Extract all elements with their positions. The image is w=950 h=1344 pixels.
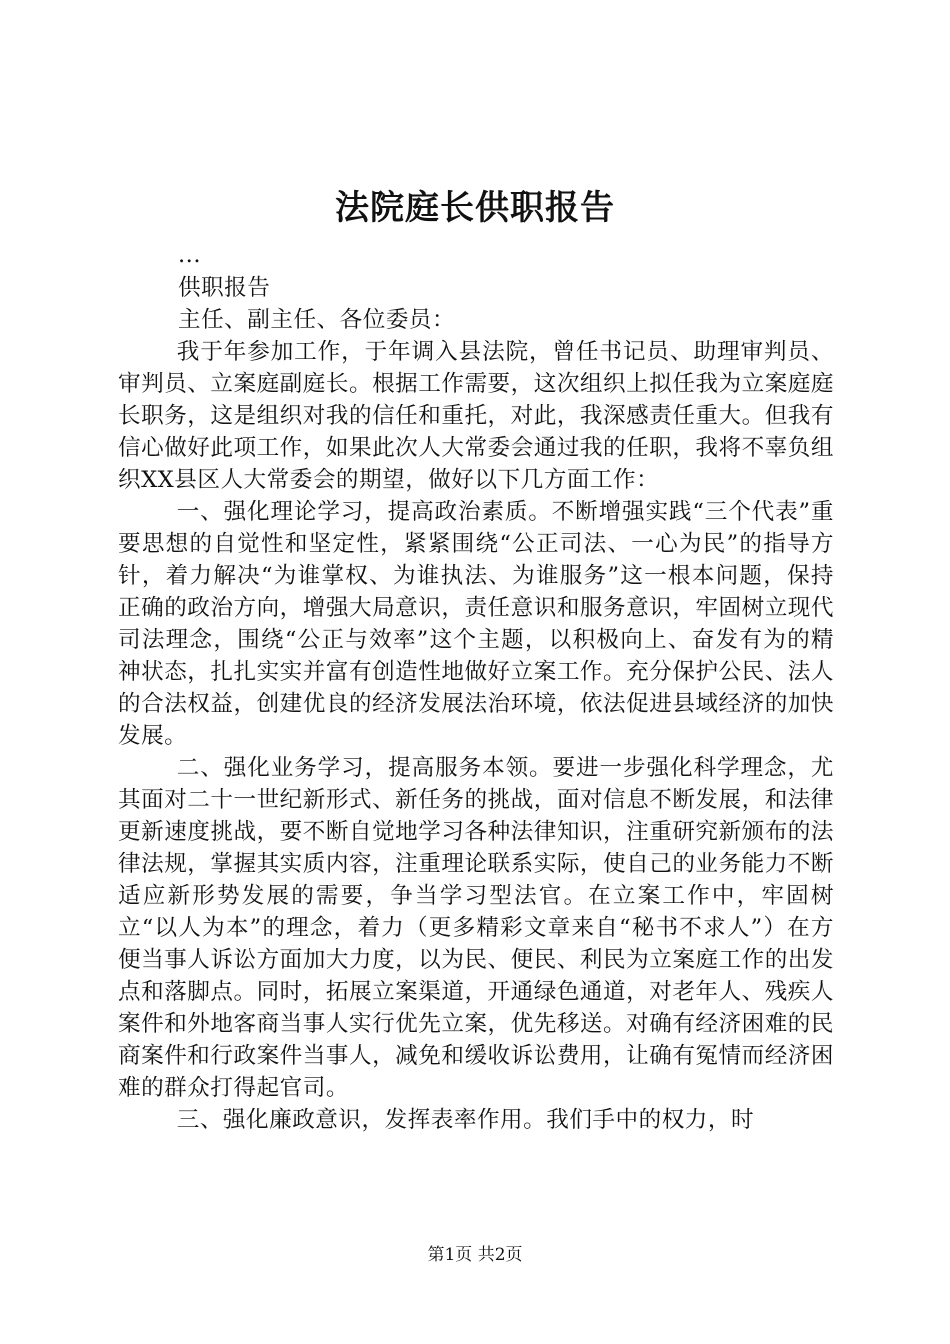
paragraph-section-3: 三、强化廉政意识，发挥表率作用。我们手中的权力，时 [176, 1107, 755, 1133]
page-footer: 第1页 共2页 [427, 1245, 523, 1265]
report-heading: 供职报告 [178, 275, 271, 301]
document-body [118, 244, 834, 1136]
paragraph-section-2: 二、强化业务学习，提高服务本领。要进一步强化科学理念，尤其面对二十一世纪新形式、新任务的挑战，面对信息不断发展，和法律更新速度挑战，要不断自觉地学习各种法律知识，注重研究新颁布的法律法规，掌握其实质内容，注重理论联系实际，使自己的业务能力不断适应新形势发展的需要，争当学习型法官。在立案工作中，牢固树立“以人为本”的理念，着力（更多精彩文章来自“秘书不求人”）在方便当事人诉讼方面加大力度，以为民、便民、利民为立案庭工作的出发点和落脚点。同时，拓展立案渠道，开通绿色通道，对老年人、残疾人案件和外地客商当事人实行优先立案，优先移送。对确有经济困难的民商案件和行政案件当事人，减免和缓收诉讼费用，让确有冤情而经济困难的群众打得起官司。 [118, 755, 834, 1101]
paragraph-intro: 我于年参加工作，于年调入县法院，曾任书记员、助理审判员、审判员、立案庭副庭长。根据工作需要，这次组织上拟任我为立案庭庭长职务，这是组织对我的信任和重托，对此，我深感责任重大。但我有信心做好此项工作，如果此次人大常委会通过我的任职，我将不辜负组织XX县区人大常委会的期望，做好以下几方面工作： [118, 339, 834, 493]
ellipsis-marker: ... [178, 242, 202, 268]
document-title: 法院庭长供职报告 [335, 188, 615, 228]
salutation: 主任、副主任、各位委员： [178, 307, 456, 333]
paragraph-section-1: 一、强化理论学习，提高政治素质。不断增强实践“三个代表”重要思想的自觉性和坚定性，紧紧围绕“公正司法、一心为民”的指导方针，着力解决“为谁掌权、为谁执法、为谁服务”这一根本问题，保持正确的政治方向，增强大局意识，责任意识和服务意识，牢固树立现代司法理念，围绕“公正与效率”这个主题，以积极向上、奋发有为的精神状态，扎扎实实并富有创造性地做好立案工作。充分保护公民、法人的合法权益，创建优良的经济发展法治环境，依法促进县域经济的加快发展。 [118, 499, 834, 749]
